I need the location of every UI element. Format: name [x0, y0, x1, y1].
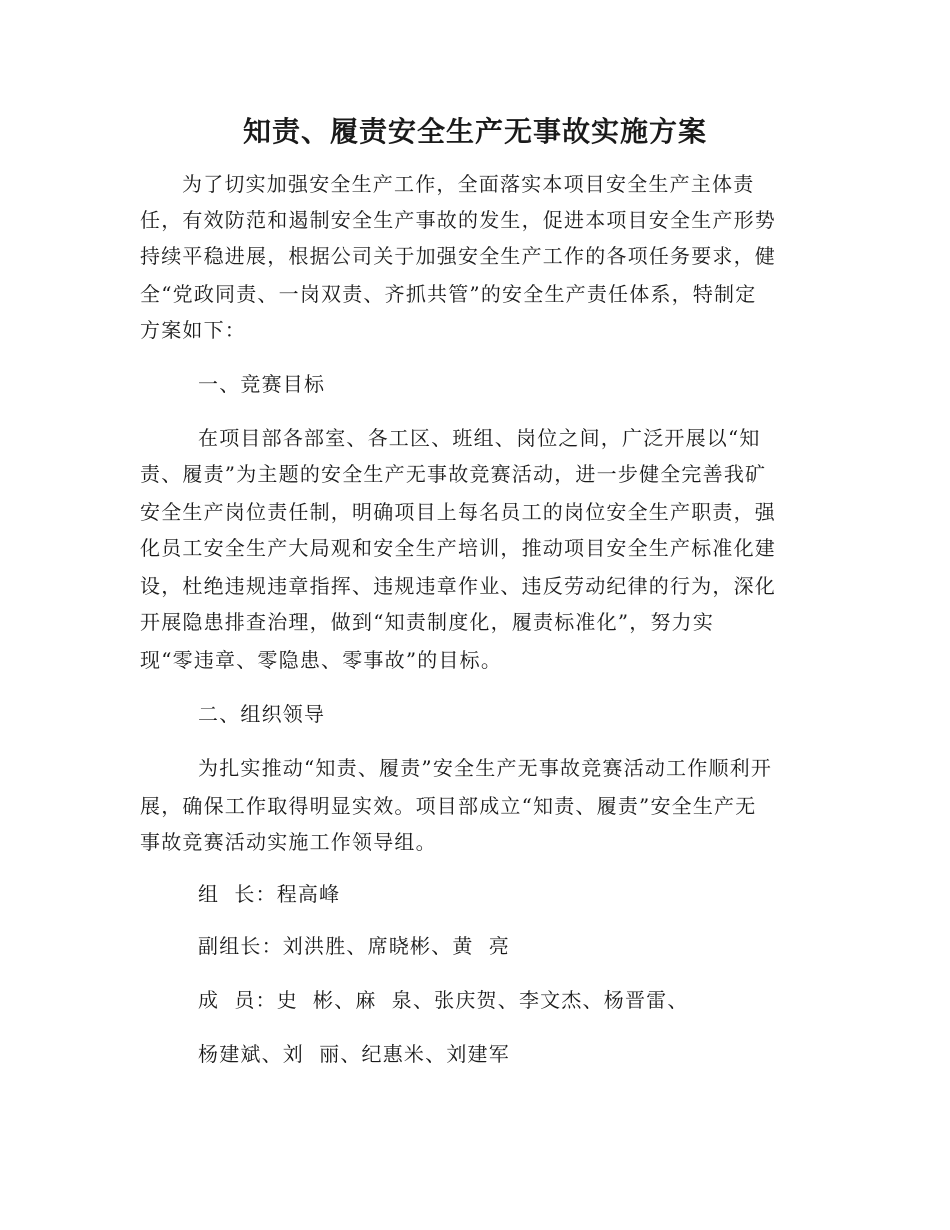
intro-line-4: 全“党政同责、一岗双责、齐抓共管”的安全生产责任体系，特制定 [140, 282, 757, 306]
section-1-line-7: 现“零违章、零隐患、零事故”的目标。 [140, 648, 503, 672]
section-1-line-3: 安全生产岗位责任制，明确项目上每名员工的岗位安全生产职责，强 [140, 500, 776, 524]
leader-line: 组 长：程高峰 [198, 882, 341, 906]
section-1-line-1: 在项目部各部室、各工区、班组、岗位之间，广泛开展以“知 [198, 426, 761, 450]
section-2-line-2: 展，确保工作取得明显实效。项目部成立“知责、履责”安全生产无 [140, 794, 757, 818]
section-1-line-6: 开展隐患排查治理，做到“知责制度化，履责标准化”，努力实 [140, 610, 715, 634]
section-2-heading: 二、组织领导 [198, 702, 326, 726]
intro-line-5: 方案如下： [140, 318, 246, 342]
section-1-line-4: 化员工安全生产大局观和安全生产培训，推动项目安全生产标准化建 [140, 536, 776, 560]
section-2-line-1: 为扎实推动“知责、履责”安全生产无事故竞赛活动工作顺利开 [198, 756, 773, 780]
section-1-heading: 一、竞赛目标 [198, 372, 326, 396]
section-2-line-3: 事故竞赛活动实施工作领导组。 [140, 830, 437, 854]
document-title: 知责、履责安全生产无事故实施方案 [242, 115, 707, 148]
section-1-line-2: 责、履责”为主题的安全生产无事故竞赛活动，进一步健全完善我矿 [140, 462, 767, 486]
intro-line-1: 为了切实加强安全生产工作，全面落实本项目安全生产主体责 [182, 172, 755, 196]
intro-line-3: 持续平稳进展，根据公司关于加强安全生产工作的各项任务要求，健 [140, 244, 776, 268]
intro-line-2: 任，有效防范和遏制安全生产事故的发生，促进本项目安全生产形势 [140, 208, 776, 232]
deputy-leader-line: 副组长：刘洪胜、席晓彬、黄 亮 [198, 934, 510, 958]
members-line: 成 员：史 彬、麻 泉、张庆贺、李文杰、杨晋雷、 [198, 988, 689, 1012]
section-1-line-5: 设，杜绝违规违章指挥、违规违章作业、违反劳动纪律的行为，深化 [140, 574, 776, 598]
members-line-continued: 杨建斌、刘 丽、纪惠米、刘建军 [198, 1042, 510, 1066]
